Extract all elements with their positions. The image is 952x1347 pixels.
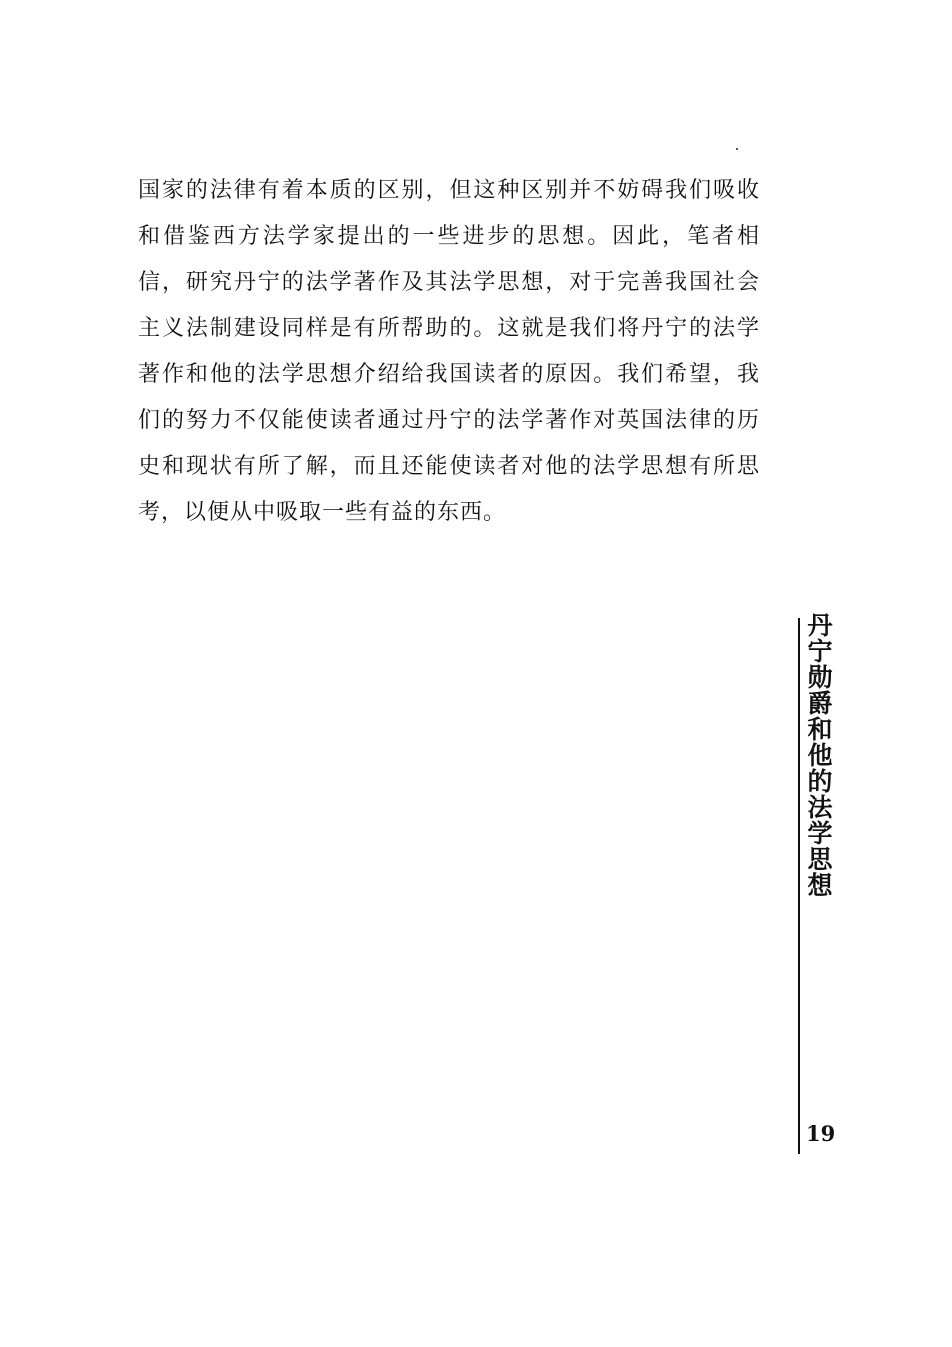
body-line: 史和现状有所了解，而且还能使读者对他的法学思想有所思: [138, 454, 760, 479]
margin-rule: [798, 618, 800, 1154]
scan-speck: [736, 148, 738, 150]
body-line: 著作和他的法学思想介绍给我国读者的原因。我们希望，我: [138, 362, 760, 387]
body-line: 主义法制建设同样是有所帮助的。这就是我们将丹宁的法学: [138, 316, 760, 341]
body-line: 国家的法律有着本质的区别，但这种区别并不妨碍我们吸收: [138, 178, 760, 203]
body-line: 信，研究丹宁的法学著作及其法学思想，对于完善我国社会: [138, 270, 760, 295]
page-number: 19: [806, 1121, 836, 1146]
body-line: 们的努力不仅能使读者通过丹宁的法学著作对英国法律的历: [138, 408, 760, 433]
body-line: 和借鉴西方法学家提出的一些进步的思想。因此，笔者相: [138, 224, 760, 249]
running-title: 丹宁勋爵和他的法学思想: [804, 612, 833, 898]
body-paragraph: [138, 168, 760, 536]
body-line: 考，以便从中吸取一些有益的东西。: [138, 500, 507, 525]
